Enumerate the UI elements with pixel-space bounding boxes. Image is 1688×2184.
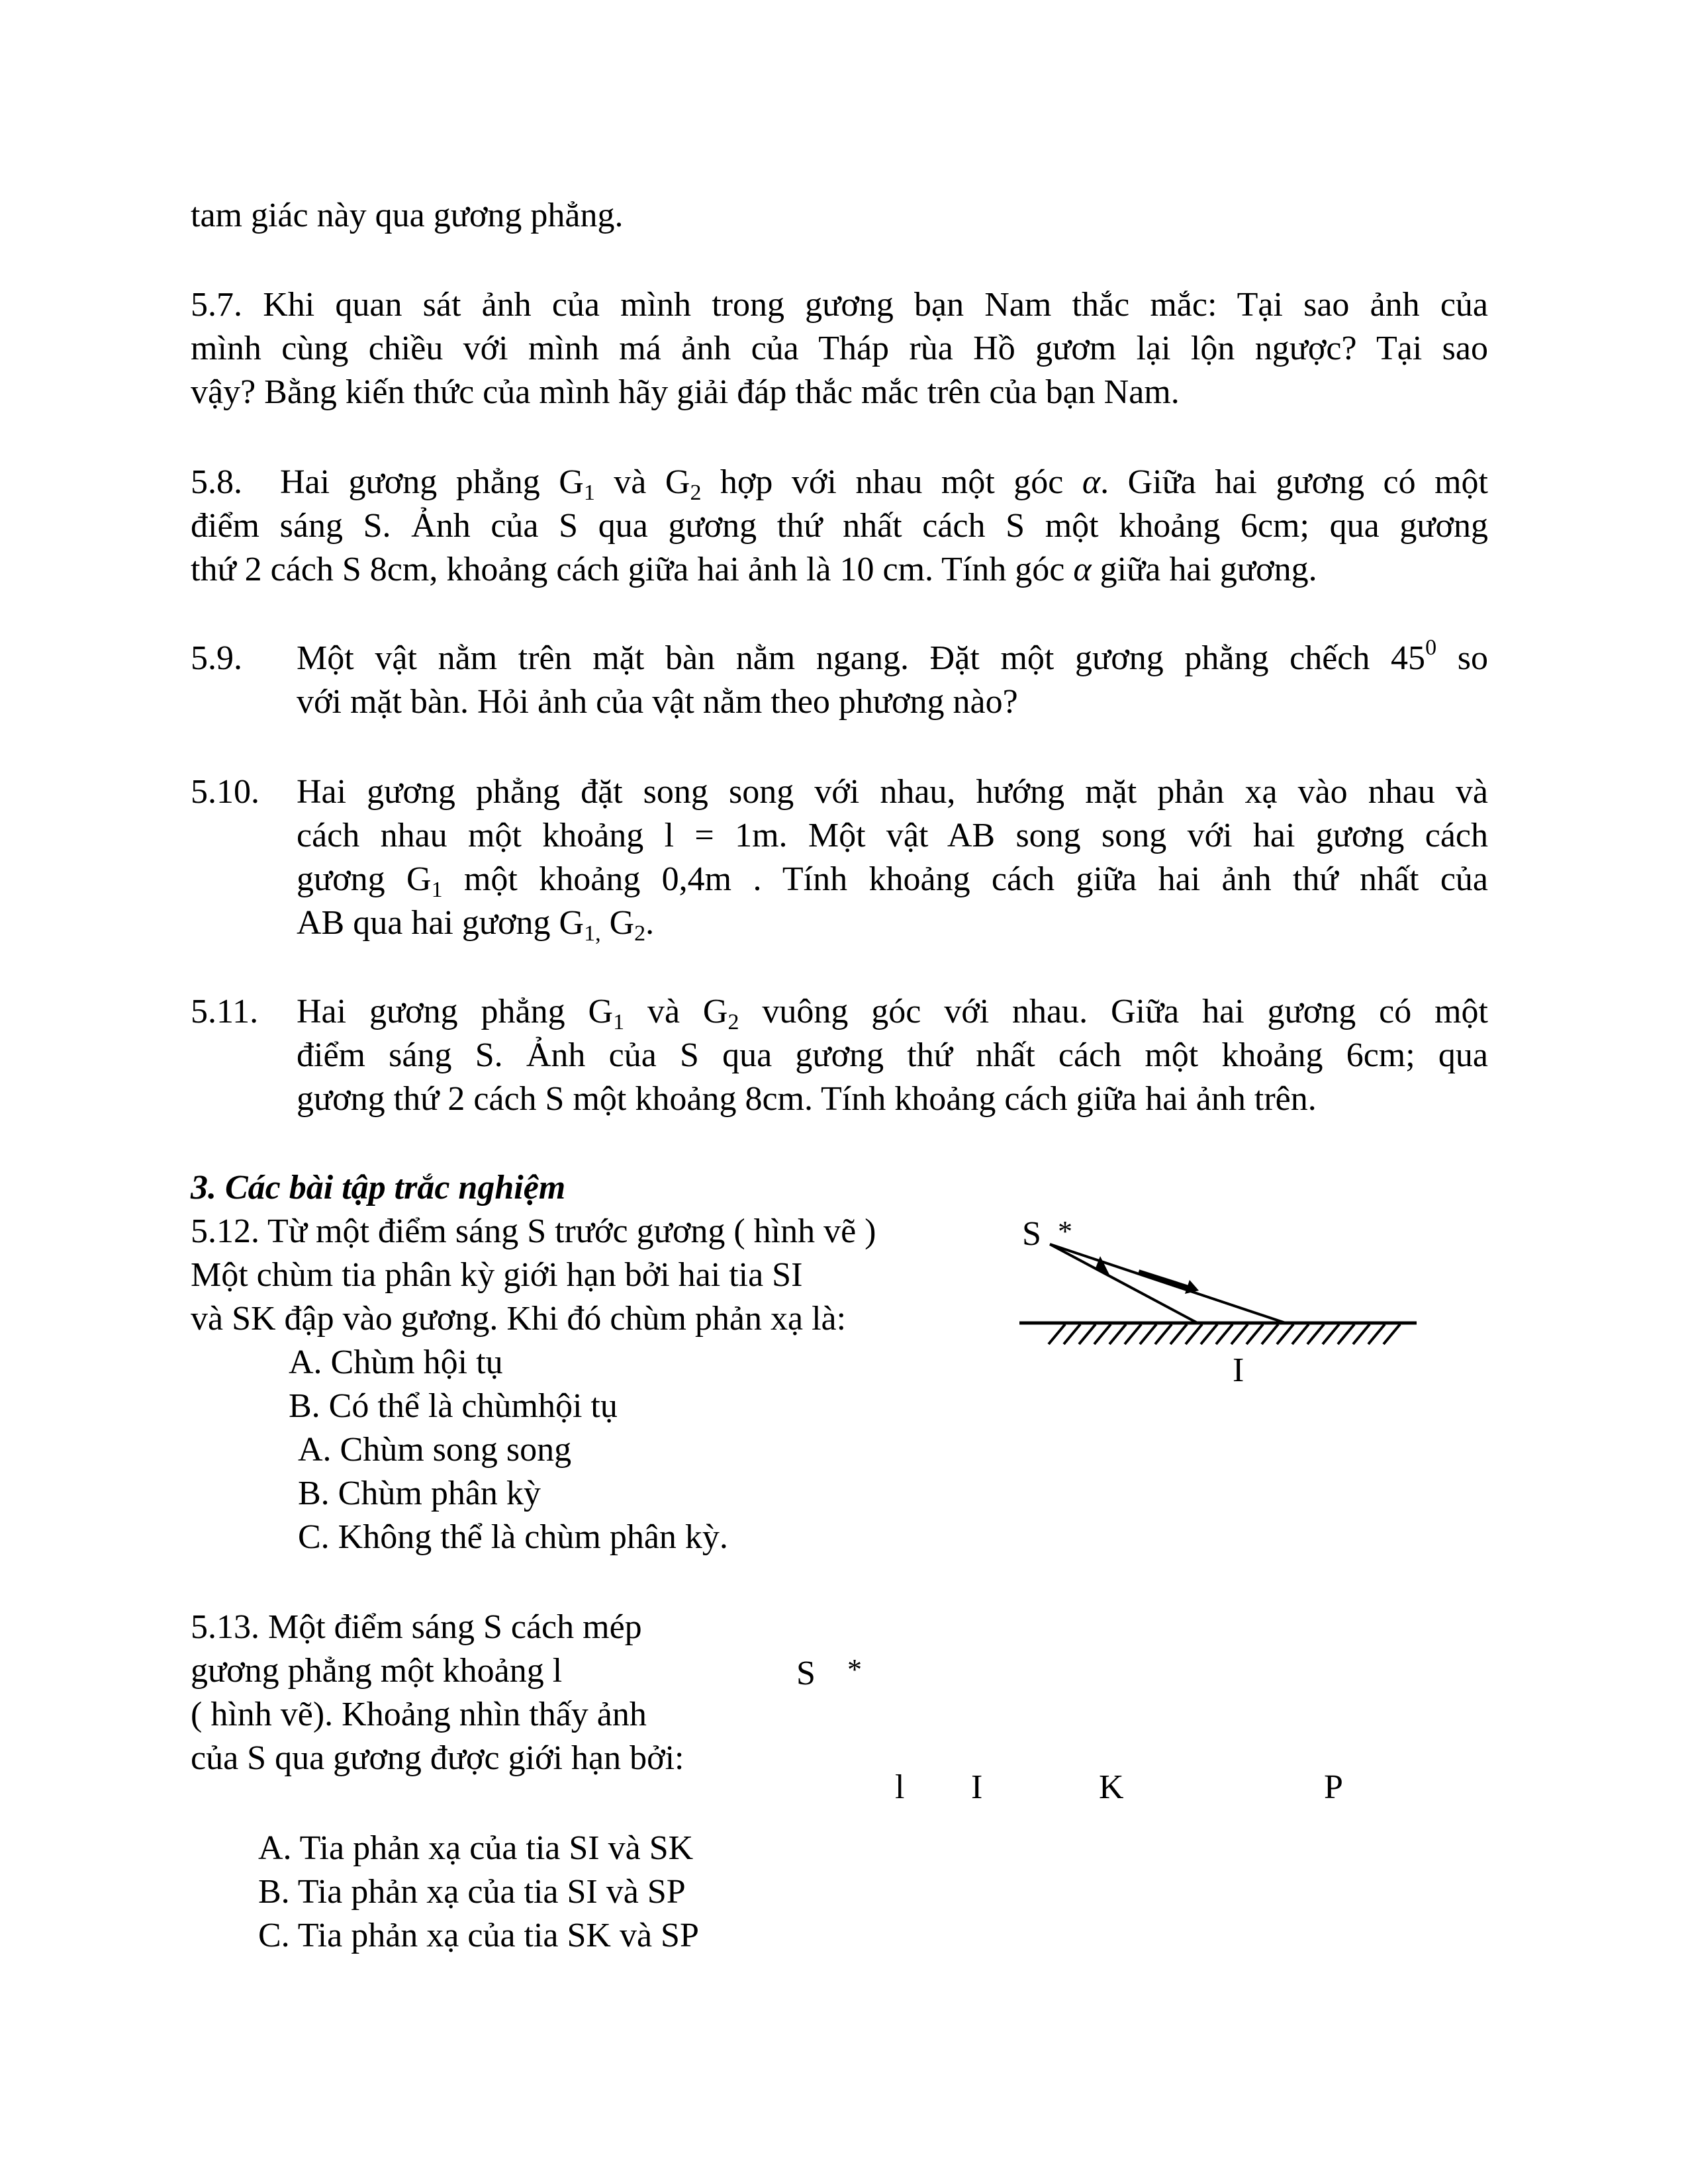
- answer-option: B. Tia phản xạ của tia SI và SP: [258, 1873, 686, 1911]
- question-text: của S qua gương được giới hạn bởi:: [191, 1739, 684, 1777]
- source-label: S: [1022, 1215, 1041, 1253]
- problem-text: mình cùng chiều với mình má ảnh của Tháp rùa Hồ gươm lại lộn ngược? Tại sao: [191, 330, 1488, 367]
- distance-label-l: l: [895, 1768, 905, 1806]
- problem-text: Khi quan sát ảnh của mình trong gương bạn Nam thắc mắc: Tại sao ảnh của: [263, 286, 1489, 324]
- alpha-symbol: α: [1082, 463, 1101, 501]
- answer-option: A. Chùm hội tụ: [289, 1343, 503, 1381]
- problem-text: vậy? Bằng kiến thức của mình hãy giải đáp thắc mắc trên của bạn Nam.: [191, 373, 1180, 411]
- problem-number: 5.7.: [191, 286, 242, 324]
- point-label-P: P: [1324, 1768, 1343, 1806]
- problem-number: 5.10.: [191, 773, 259, 811]
- document-page: tam giác này qua gương phẳng. 5.7. Khi quan sát ảnh của mình trong gương bạn Nam thắc mắc: Tại sao ảnh của mình cùng chiều với mình má ảnh của Tháp rùa Hồ gươm lại lộn ngược? Tại sao vậy? Bằng kiến thức của mình hãy giải đáp thắc mắc trên của bạn Nam. 5.8. Hai gương phẳng $G_1$ và $G_2$ hợp với nhau một góc α. Giữa hai gương có một điểm sáng S. Ảnh của S qua gương thứ nhất cách S một khoảng 6cm; qua gương thứ 2 cách S 8cm, khoảng cách giữa hai ảnh là 10 cm. Tính góc α giữa hai gương. 5.9. Một vật nằm trên mặt bàn nằm ngang. Đặt một gương phằng chếch $45^0$ so với mặt bàn. Hỏi ảnh của vật nằm theo phương nào? 5.10. Hai gương phẳng đặt song song với nhau, hướng mặt phản xạ vào nhau và cách nhau một khoảng l = 1m. Một vật AB song song với hai gương cách gương $G_1$ một khoảng 0,4m . Tính khoảng cách giữa hai ảnh thứ nhất của AB qua hai gương $G_{1,}$ $G_2$. 5.11. Hai gương phẳng $G_1$ và $G_2$ vuông góc với nhau. Giữa hai gương có một điểm sáng S. Ảnh của S qua gương thứ nhất cách một khoảng 6cm; qua gương thứ 2 cách S một khoảng 8cm. Tính khoảng cách giữa hai ảnh trên. 3. Các bài tập trắc nghiệm 5.12. Từ một điểm sáng S trước gương ( hình vẽ ) Một chùm tia phân kỳ giới hạn bởi hai tia SI và SK đập vào gương. Khi đó chùm phản xạ là: A. Chùm hội tụ B. Có thể là chùmhội tụ A. Chùm song song B. Chùm phân kỳ C. Không thể là chùm phân kỳ. S * I 5.13. Một điểm sáng S cách mép gương phẳng một khoảng l ( hình vẽ). Khoảng nhìn thấy ảnh của S qua gương được giới hạn bởi: A. Tia phản xạ của tia SI và SK B. Tia phản xạ của tia SI và SP C. Tia phản xạ của tia SK và SP S * l I K P: [0, 0, 1688, 2184]
- answer-option: A. Tia phản xạ của tia SI và SK: [258, 1829, 694, 1867]
- section-heading: 3. Các bài tập trắc nghiệm: [191, 1169, 566, 1206]
- problem-number: 5.9.: [191, 639, 242, 677]
- continued-text: tam giác này qua gương phẳng.: [191, 197, 624, 234]
- problem-number: 5.8.: [191, 463, 242, 501]
- point-label-K: K: [1099, 1768, 1124, 1806]
- question-text: gương phẳng một khoảng l: [191, 1652, 563, 1690]
- light-source-star-icon: *: [847, 1653, 862, 1686]
- answer-option: C. Tia phản xạ của tia SK và SP: [258, 1917, 699, 1954]
- answer-option: B. Chùm phân kỳ: [298, 1475, 541, 1512]
- question-text: Một chùm tia phân kỳ giới hạn bởi hai tia SI: [191, 1256, 803, 1294]
- source-label: S: [796, 1655, 816, 1692]
- answer-option: C. Không thể là chùm phân kỳ.: [298, 1518, 728, 1556]
- problem-number: 5.11.: [191, 993, 259, 1030]
- question-text: 5.13. Một điểm sáng S cách mép: [191, 1608, 642, 1646]
- answer-option: B. Có thể là chùmhội tụ: [289, 1387, 618, 1425]
- point-label-I: I: [971, 1768, 983, 1806]
- question-text: 5.12. Từ một điểm sáng S trước gương ( hình vẽ ): [191, 1212, 876, 1250]
- question-text: ( hình vẽ). Khoảng nhìn thấy ảnh: [191, 1696, 647, 1733]
- answer-option: A. Chùm song song: [298, 1431, 572, 1469]
- alpha-symbol: α: [1073, 551, 1092, 588]
- point-label-I: I: [1233, 1351, 1244, 1389]
- light-source-star-icon: *: [1058, 1215, 1072, 1248]
- question-text: và SK đập vào gương. Khi đó chùm phản xạ là:: [191, 1300, 847, 1338]
